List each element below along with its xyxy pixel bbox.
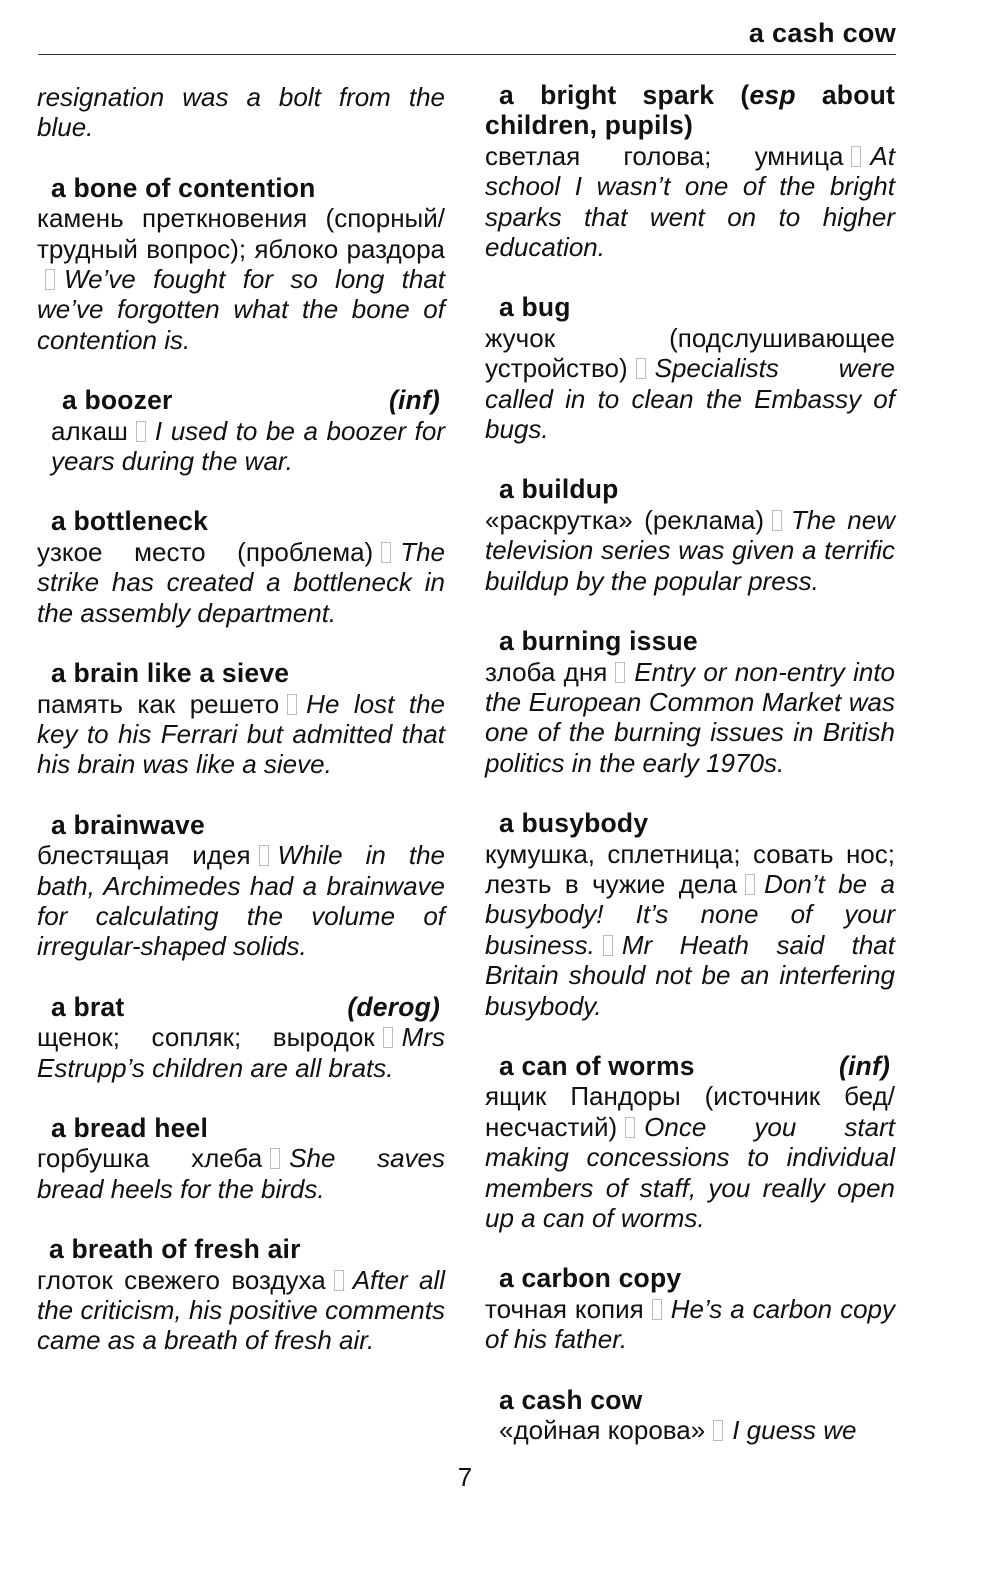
entry-body	[485, 323, 895, 445]
entry-body	[485, 839, 895, 1021]
russian-translation: память как решето	[37, 688, 280, 719]
running-head: a cash cow	[748, 18, 896, 48]
entry-headword: a breath of fresh air	[49, 1234, 301, 1265]
russian-translation: блестящая идея	[37, 840, 251, 871]
usage-label: (inf)	[388, 385, 440, 416]
dictionary-entry	[37, 385, 445, 476]
left-column	[37, 80, 445, 1386]
entry-headword: a bottleneck	[51, 506, 209, 537]
right-column	[485, 80, 895, 1475]
entry-body	[37, 1143, 445, 1204]
example-sentence: Once you start making concessions to individual members of staff, you really open up a can of worms.	[485, 1111, 895, 1233]
example-sentence: The strike has created a bottleneck in the assembly department.	[37, 536, 445, 628]
dictionary-entry	[485, 808, 895, 1021]
dictionary-entry	[485, 474, 895, 596]
entry-body	[37, 840, 445, 962]
dictionary-entry	[485, 292, 895, 444]
entry-headword: a cash cow	[499, 1384, 643, 1415]
entry-body	[37, 689, 445, 780]
dictionary-entry	[37, 173, 445, 355]
example-sentence: Don’t be a busybody! It’s none of your business.	[485, 868, 895, 960]
usage-label: (inf)	[838, 1050, 890, 1081]
example-marker-icon	[625, 1117, 635, 1138]
entry-headword: a can of worms (inf)	[499, 1050, 890, 1081]
entry-body	[37, 1022, 445, 1083]
entry-body	[37, 203, 445, 355]
example-sentence: I guess we	[732, 1415, 857, 1446]
entry-body	[37, 537, 445, 628]
example-marker-icon	[652, 1299, 662, 1320]
example-marker-icon	[287, 694, 297, 715]
dictionary-entry	[37, 1234, 445, 1356]
example-marker-icon	[745, 874, 755, 895]
entry-body	[37, 416, 445, 477]
example-sentence: He’s a carbon copy of his father.	[485, 1293, 896, 1355]
entry-body	[485, 1415, 895, 1445]
entry-body	[485, 1294, 895, 1355]
russian-translation: алкаш	[51, 415, 128, 446]
entry-body	[485, 1081, 895, 1233]
entry-body	[485, 657, 895, 779]
entry-headword: a buildup	[499, 474, 619, 505]
example-marker-icon	[772, 510, 782, 531]
header-rule	[38, 54, 896, 55]
example-marker-icon	[45, 269, 55, 290]
entry-headword: a brainwave	[51, 809, 205, 840]
example-sentence: Mr Heath said that Britain should not be an interfering busybody.	[485, 929, 895, 1021]
usage-label: (derog)	[347, 991, 440, 1022]
continued-text: resignation was a bolt from the blue.	[37, 82, 445, 143]
russian-translation: жучок (подслушивающее устройство)	[485, 322, 895, 384]
example-marker-icon	[334, 1270, 344, 1291]
entry-headword: a carbon copy	[499, 1263, 682, 1294]
russian-translation: «раскрутка» (реклама)	[485, 504, 765, 535]
example-marker-icon	[615, 662, 625, 683]
example-marker-icon	[383, 1027, 393, 1048]
entry-headword: a busybody	[499, 808, 649, 839]
dictionary-entry	[37, 992, 445, 1083]
entry-headword: a brain like a sieve	[51, 658, 290, 689]
example-sentence: Mrs Estrupp’s children are all brats.	[37, 1022, 445, 1083]
example-sentence: She saves bread heels for the birds.	[37, 1143, 446, 1204]
dictionary-entry	[485, 1263, 895, 1354]
russian-translation: глоток свежего воздуха	[37, 1264, 326, 1295]
example-marker-icon	[270, 1148, 280, 1169]
dictionary-entry	[485, 626, 895, 778]
russian-translation: узкое место (проблема)	[37, 536, 374, 567]
example-sentence: While in the bath, Archimedes had a brainwave for calculating the volume of irregular-shaped solids.	[37, 840, 446, 962]
russian-translation: злоба дня	[485, 656, 608, 687]
russian-translation: «дойная корова»	[499, 1415, 706, 1446]
russian-translation: светлая голова; умница	[485, 140, 844, 171]
entry-body	[485, 505, 895, 596]
russian-translation: горбушка хлеба	[37, 1143, 263, 1174]
entry-headword: a bright spark (esp about children, pupils)	[485, 80, 895, 141]
dictionary-entry	[37, 506, 445, 628]
entry-headword: a boozer (inf)	[62, 385, 440, 416]
example-marker-icon	[136, 421, 146, 442]
example-sentence: Specialists were called in to clean the Embassy of bugs.	[485, 353, 895, 445]
example-sentence: At school I wasn’t one of the bright sparks that went on to higher education.	[485, 140, 895, 263]
example-sentence: I used to be a boozer for years during the war.	[51, 415, 445, 477]
entry-headword: a brat (derog)	[51, 991, 440, 1022]
example-marker-icon	[381, 542, 391, 563]
russian-translation: камень преткновения (спорный/трудный вопрос); яблоко раздора	[37, 203, 445, 264]
example-marker-icon	[713, 1420, 723, 1441]
dictionary-entry	[485, 80, 895, 262]
russian-translation: кумушка, сплетница; совать нос; лезть в чужие дела	[485, 838, 895, 899]
example-marker-icon	[603, 935, 613, 956]
dictionary-entry	[37, 1113, 445, 1204]
dictionary-entry	[37, 658, 445, 780]
russian-translation: щенок; сопляк; выродок	[37, 1022, 375, 1053]
example-sentence: He lost the key to his Ferrari but admitted that his brain was like a sieve.	[37, 688, 445, 780]
example-sentence: After all the criticism, his positive comments came as a breath of fresh air.	[37, 1264, 445, 1356]
example-marker-icon	[259, 845, 269, 866]
entry-body	[37, 1265, 445, 1356]
dictionary-entry	[485, 1385, 895, 1446]
example-sentence: The new television series was given a terrific buildup by the popular press.	[485, 504, 895, 596]
russian-translation: ящик Пандоры (источник бед/несчастий)	[485, 1081, 895, 1142]
example-marker-icon	[851, 146, 861, 167]
entry-headword: a bread heel	[51, 1112, 209, 1143]
dictionary-entry	[37, 810, 445, 962]
dictionary-entry	[485, 1051, 895, 1233]
example-sentence: Entry or non-entry into the European Common Market was one of the burning issues in British politics in the early 1970s.	[485, 656, 895, 778]
entry-headword: a burning issue	[499, 626, 698, 657]
page-number: 7	[457, 1462, 473, 1492]
example-marker-icon	[636, 358, 646, 379]
russian-translation: точная копия	[485, 1293, 644, 1324]
example-sentence: We’ve fought for so long that we’ve forgotten what the bone of contention is.	[37, 264, 445, 355]
entry-body	[485, 141, 895, 263]
entry-headword: a bug	[499, 292, 571, 323]
entry-headword: a bone of contention	[51, 172, 316, 203]
